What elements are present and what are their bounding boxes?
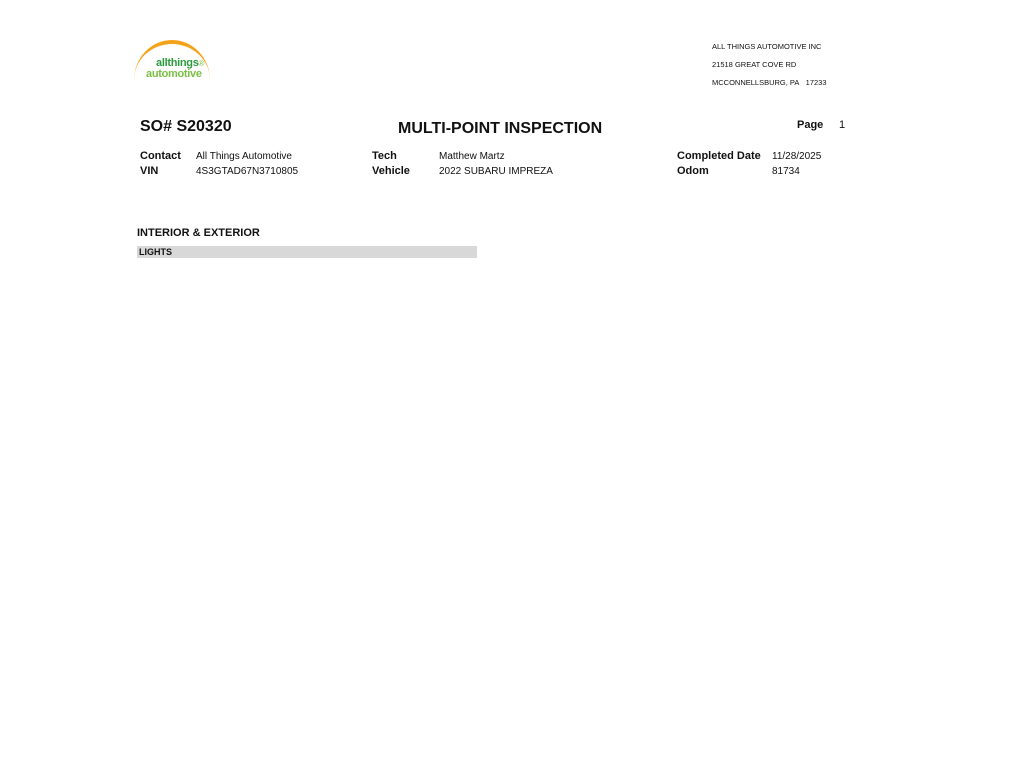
- completed-label: Completed Date: [677, 150, 761, 162]
- company-logo: [134, 40, 214, 90]
- odom-label: Odom: [677, 165, 709, 177]
- company-street: 21518 GREAT COVE RD: [712, 60, 797, 69]
- page-number: 1: [839, 119, 846, 131]
- vehicle-label: Vehicle: [372, 165, 410, 177]
- company-city-line: MCCONNELLSBURG, PA 17233: [712, 78, 827, 87]
- logo-line1: allthings®: [156, 57, 205, 69]
- page-label: Page: [797, 119, 824, 131]
- company-name: ALL THINGS AUTOMOTIVE INC: [712, 42, 822, 51]
- completed-value: 11/28/2025: [772, 151, 822, 162]
- odom-value: 81734: [772, 166, 800, 177]
- vehicle-value: 2022 SUBARU IMPREZA: [439, 166, 553, 177]
- company-address: [712, 38, 827, 92]
- tech-label: Tech: [372, 150, 397, 162]
- tech-value: Matthew Martz: [439, 151, 505, 162]
- page-title: MULTI-POINT INSPECTION: [398, 120, 603, 137]
- contact-label: Contact: [140, 150, 181, 162]
- section-heading: INTERIOR & EXTERIOR: [137, 227, 260, 239]
- vin-value: 4S3GTAD67N3710805: [196, 166, 299, 177]
- logo-line2: automotive: [146, 68, 202, 80]
- so-number: SO# S20320: [140, 118, 232, 135]
- contact-value: All Things Automotive: [196, 151, 292, 162]
- vin-label: VIN: [140, 165, 159, 177]
- subsection-header: LIGHTS: [137, 246, 477, 258]
